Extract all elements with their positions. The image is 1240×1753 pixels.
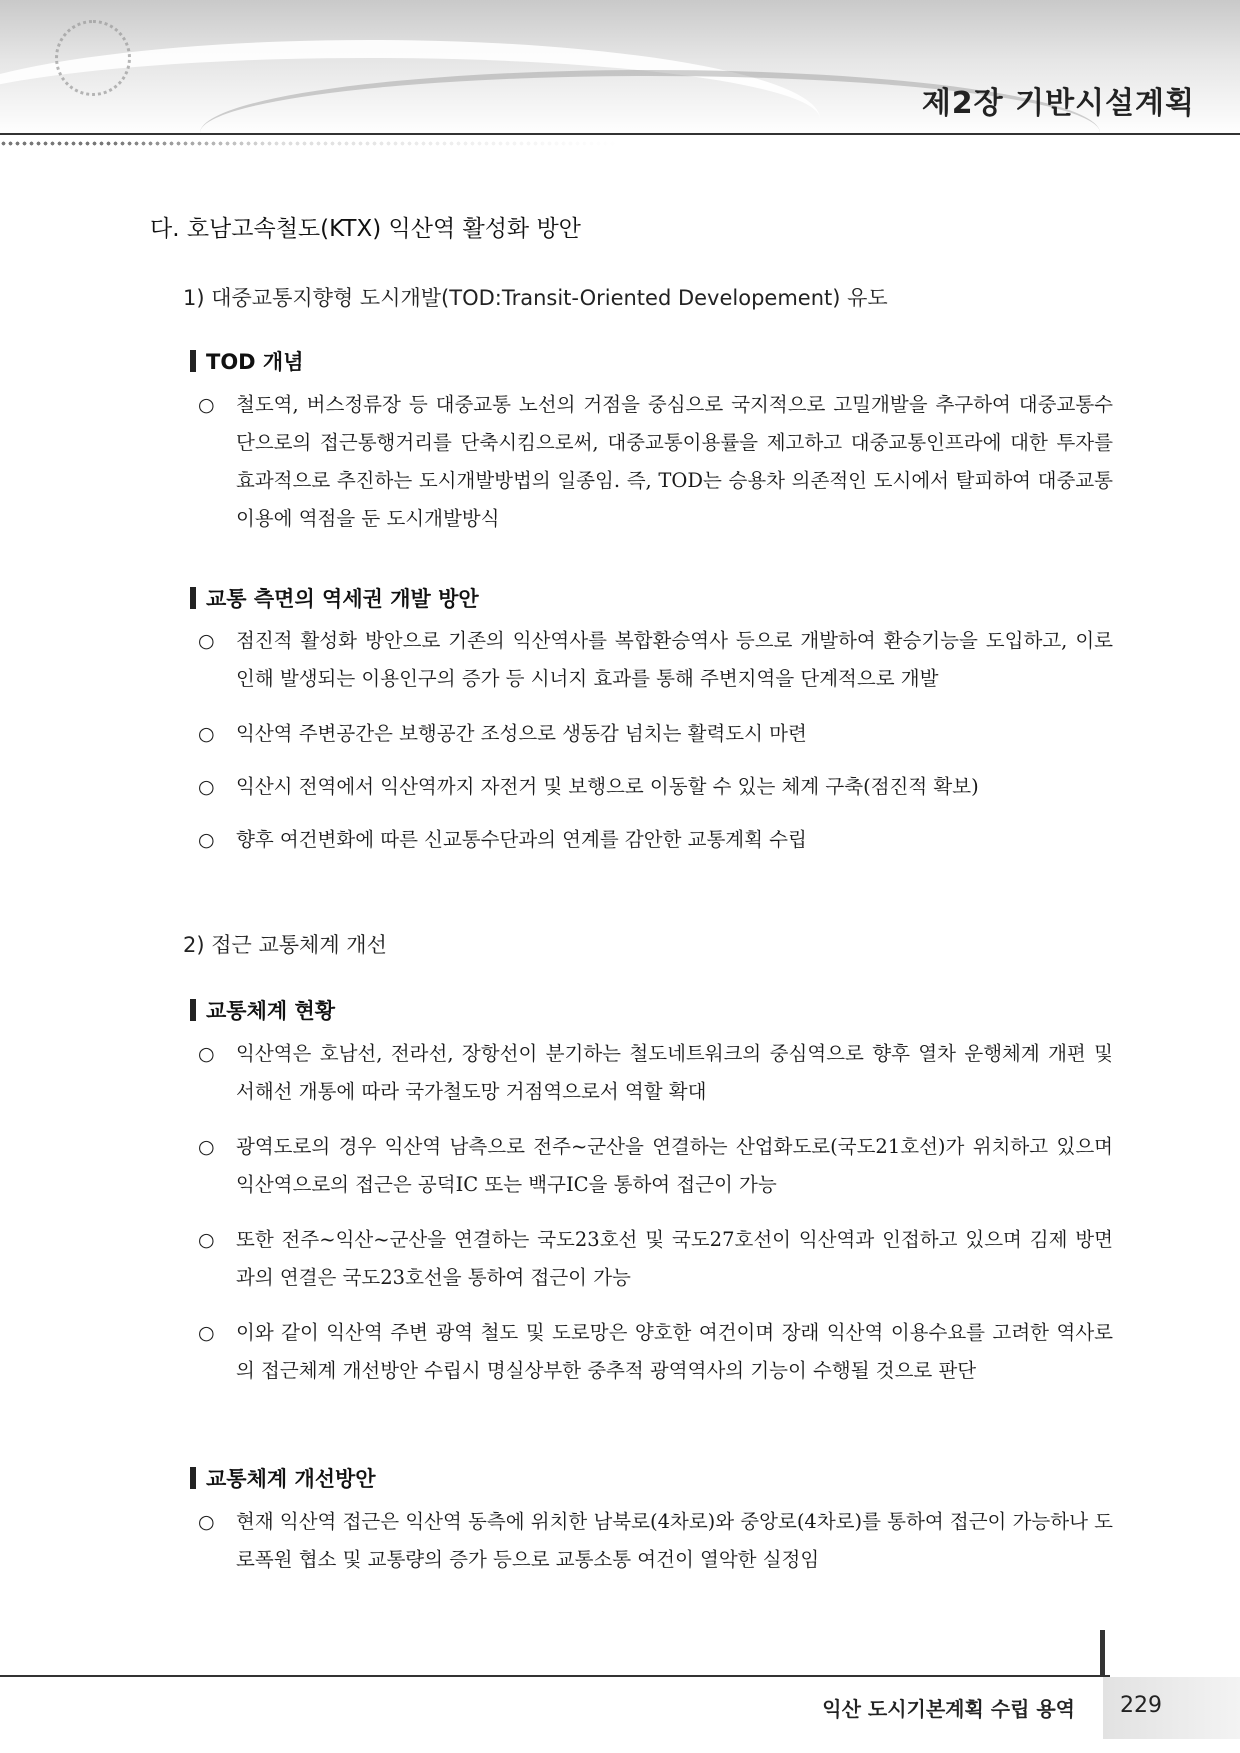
bullet-item: [198, 821, 1113, 859]
item-heading-tod-concept: [190, 346, 304, 376]
bullet-text: 익산시 전역에서 익산역까지 자전거 및 보행으로 이동할 수 있는 체계 구축(점진적 확보): [236, 775, 979, 798]
circle-bullet-icon: ○: [198, 723, 215, 745]
heading-bar-icon: [190, 1467, 196, 1489]
circle-bullet-icon: ○: [198, 1043, 215, 1065]
page-number: 229: [1120, 1693, 1162, 1718]
item-heading-traffic-status: [190, 995, 335, 1025]
flower-ornament-icon: [55, 20, 131, 96]
bullet-text: 향후 여건변화에 따른 신교통수단과의 연계를 감안한 교통계획 수립: [236, 828, 807, 851]
header-divider: [0, 133, 1240, 135]
bullet-text: 익산역은 호남선, 전라선, 장항선이 분기하는 철도네트워크의 중심역으로 향후 열차 운행체계 개편 및 서해선 개통에 따라 국가철도망 거점역으로서 역할 확대: [236, 1042, 1113, 1103]
bullet-item: [198, 768, 1113, 806]
item-heading-station-area: [190, 583, 479, 613]
circle-bullet-icon: ○: [198, 829, 215, 851]
circle-bullet-icon: ○: [198, 394, 215, 416]
circle-bullet-icon: ○: [198, 1511, 215, 1533]
heading-bar-icon: [190, 350, 196, 372]
circle-bullet-icon: ○: [198, 1229, 215, 1251]
bullet-item: [198, 622, 1113, 698]
bullet-text: 또한 전주~익산~군산을 연결하는 국도23호선 및 국도27호선이 익산역과 인접하고 있으며 김제 방면과의 연결은 국도23호선을 통하여 접근이 가능: [236, 1228, 1113, 1289]
bullet-item: [198, 1314, 1113, 1390]
subsection-title-2: 2) 접근 교통체계 개선: [183, 933, 387, 957]
bullet-text: 익산역 주변공간은 보행공간 조성으로 생동감 넘치는 활력도시 마련: [236, 722, 807, 745]
bullet-text: 광역도로의 경우 익산역 남측으로 전주~군산을 연결하는 산업화도로(국도21호선)가 위치하고 있으며 익산역으로의 접근은 공덕IC 또는 백구IC을 통하여 접근이 가능: [236, 1135, 1113, 1196]
bullet-item: [198, 1035, 1113, 1111]
bullet-item: [198, 1221, 1113, 1297]
item-heading-label: 교통체계 현황: [206, 999, 336, 1023]
section-title: 다. 호남고속철도(KTX) 익산역 활성화 방안: [150, 216, 581, 242]
bullet-text: 이와 같이 익산역 주변 광역 철도 및 도로망은 양호한 여건이며 장래 익산역 이용수요를 고려한 역사로의 접근체계 개선방안 수립시 명실상부한 중추적 광역역사의 기능이 수행될 것으로 판단: [236, 1321, 1113, 1382]
dotted-ornament: [0, 140, 620, 162]
footer-tick-mark: [1100, 1630, 1105, 1675]
bullet-item: [198, 715, 1113, 753]
bullet-text: 철도역, 버스정류장 등 대중교통 노선의 거점을 중심으로 국지적으로 고밀개발을 추구하여 대중교통수단으로의 접근통행거리를 단축시킴으로써, 대중교통이용률을 제고하고 대중교통인프라에 대한 투자를 효과적으로 추진하는 도시개발방법의 일종임. 즉, TOD는 승용차 의존적인 도시에서 탈피하여 대중교통이용에 역점을 둔 도시개발방식: [236, 393, 1113, 530]
circle-bullet-icon: ○: [198, 1136, 215, 1158]
heading-bar-icon: [190, 587, 196, 609]
item-heading-label: 교통 측면의 역세권 개발 방안: [206, 587, 479, 611]
circle-bullet-icon: ○: [198, 1322, 215, 1344]
bullet-text: 점진적 활성화 방안으로 기존의 익산역사를 복합환승역사 등으로 개발하여 환승기능을 도입하고, 이로 인해 발생되는 이용인구의 증가 등 시너지 효과를 통해 주변지역을 단계적으로 개발: [236, 629, 1113, 690]
heading-bar-icon: [190, 999, 196, 1021]
bullet-item: [198, 1503, 1113, 1579]
item-heading-label: TOD 개념: [206, 350, 304, 374]
bullet-item: [198, 386, 1113, 538]
bullet-text: 현재 익산역 접근은 익산역 동측에 위치한 남북로(4차로)와 중앙로(4차로)를 통하여 접근이 가능하나 도로폭원 협소 및 교통량의 증가 등으로 교통소통 여건이 열악한 실정임: [236, 1510, 1113, 1571]
circle-bullet-icon: ○: [198, 630, 215, 652]
footer-report-title: 익산 도시기본계획 수립 용역: [822, 1697, 1075, 1721]
item-heading-traffic-improvement: [190, 1463, 376, 1493]
subsection-title-1: 1) 대중교통지향형 도시개발(TOD:Transit-Oriented Developement) 유도: [183, 286, 888, 310]
bullet-item: [198, 1128, 1113, 1204]
item-heading-label: 교통체계 개선방안: [206, 1467, 376, 1491]
footer-divider: [0, 1675, 1110, 1677]
chapter-title: 제2장 기반시설계획: [921, 86, 1195, 121]
circle-bullet-icon: ○: [198, 776, 215, 798]
